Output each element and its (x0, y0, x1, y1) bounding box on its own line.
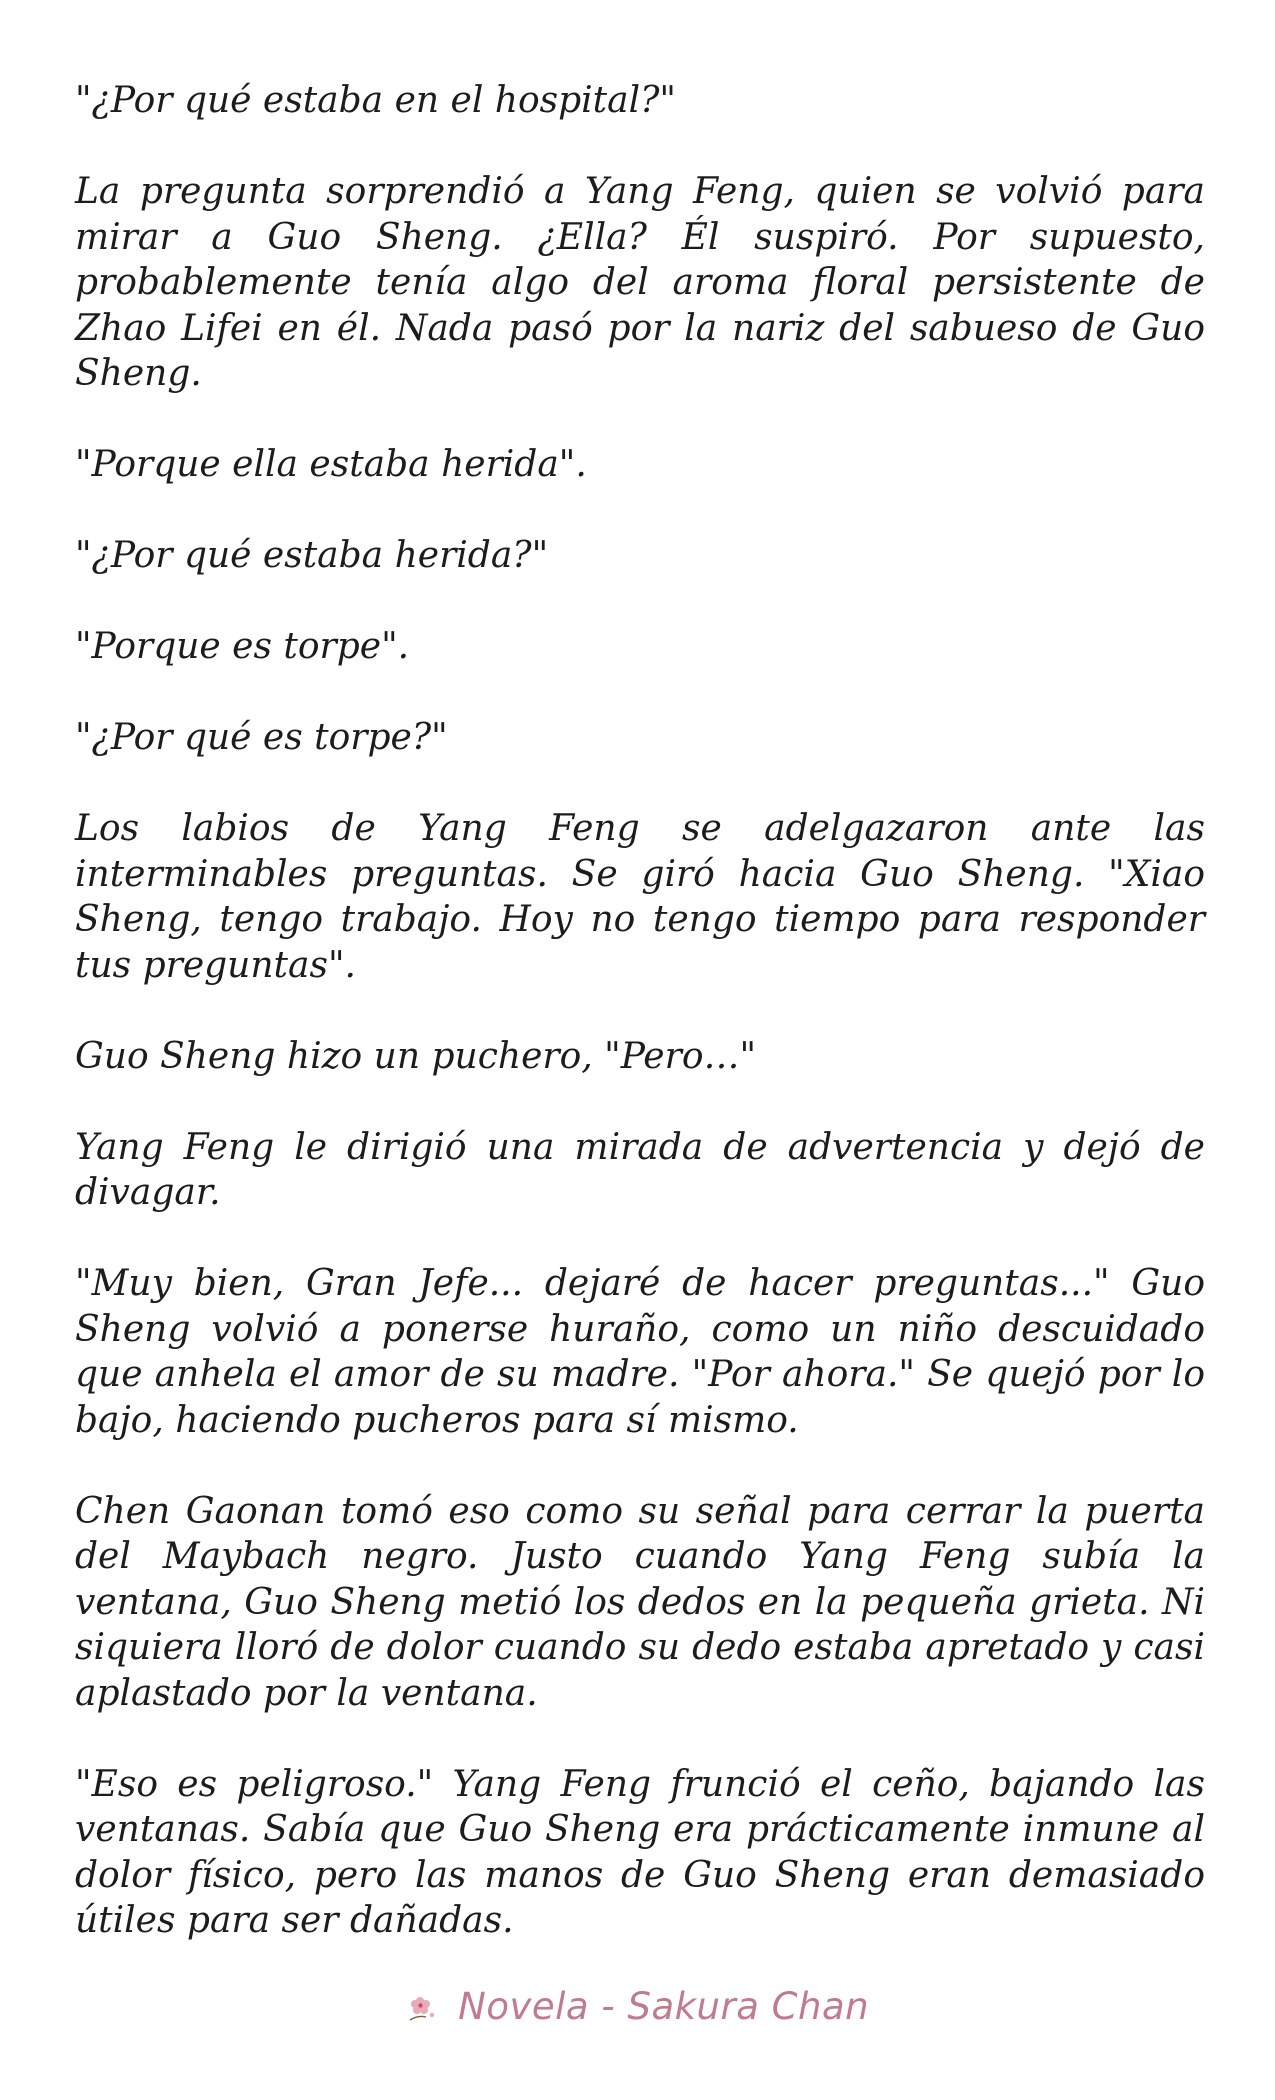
paragraph: "Porque ella estaba herida". (75, 444, 587, 485)
paragraph: Yang Feng le dirigió una mirada de advertencia y dejó de divagar. (75, 1126, 1205, 1213)
paragraph: "¿Por qué es torpe?" (75, 717, 448, 758)
paragraph: La pregunta sorprendió a Yang Feng, quien se volvió para mirar a Guo Sheng. ¿Ella? Él suspiró. Por supuesto, probablemente tenía algo del aroma floral persistente de Zhao Lifei en él. Nada pasó por la nariz del sabueso de Guo Sheng. (75, 171, 1205, 394)
sakura-blossom-icon (406, 1993, 442, 2023)
paragraph: "¿Por qué estaba herida?" (75, 535, 549, 576)
watermark (0, 1985, 1275, 2028)
watermark-text: Novela - Sakura Chan (458, 1985, 870, 2028)
paragraph: "Eso es peligroso." Yang Feng frunció el ceño, bajando las ventanas. Sabía que Guo Sheng era prácticamente inmune al dolor físico, pero las manos de Guo Sheng eran demasiado útiles para ser dañadas. (75, 1763, 1205, 1941)
paragraph: Guo Sheng hizo un puchero, "Pero…" (75, 1035, 757, 1077)
paragraph: Chen Gaonan tomó eso como su señal para cerrar la puerta del Maybach negro. Justo cuando Yang Feng subía la ventana, Guo Sheng metió los dedos en la pequeña grieta. Ni siquiera lloró de dolor cuando su dedo estaba apretado y casi aplastado por la ventana. (75, 1490, 1205, 1714)
paragraph: "Muy bien, Gran Jefe... dejaré de hacer preguntas..." Guo Sheng volvió a ponerse huraño, como un niño descuidado que anhela el amor de su madre. "Por ahora." Se quejó por lo bajo, haciendo pucheros para sí mismo. (75, 1263, 1205, 1441)
paragraph: "¿Por qué estaba en el hospital?" (75, 80, 676, 121)
paragraph: "Porque es torpe". (75, 626, 410, 667)
paragraph: Los labios de Yang Feng se adelgazaron ante las interminables preguntas. Se giró hacia Guo Sheng. "Xiao Sheng, tengo trabajo. Hoy no tengo tiempo para responder tus preguntas". (75, 808, 1205, 986)
document-body (75, 78, 1205, 1944)
